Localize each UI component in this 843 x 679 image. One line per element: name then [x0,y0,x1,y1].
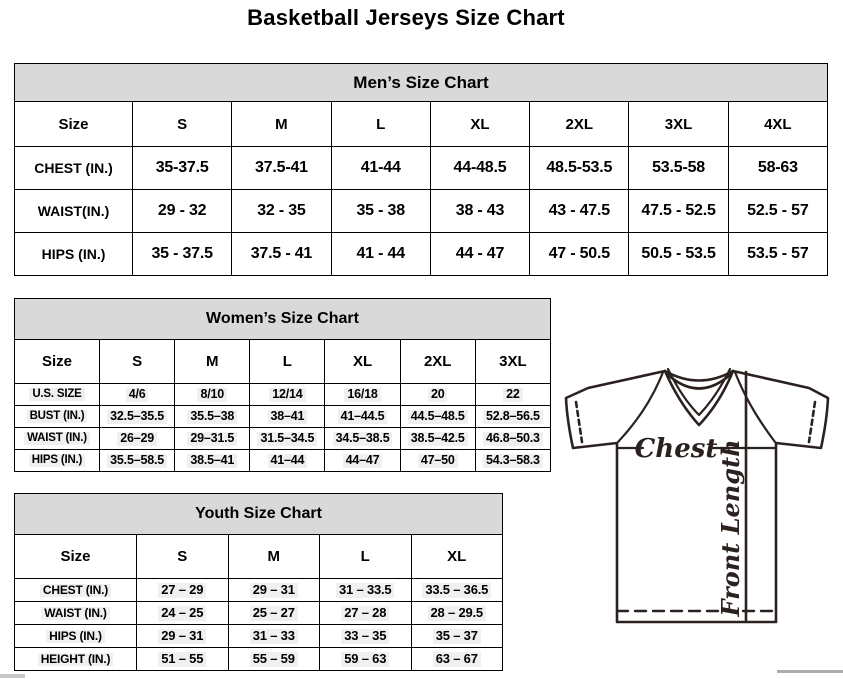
size-value-cell [325,450,400,472]
size-value: 27 – 29 [158,583,206,597]
size-value: 31 – 33.5 [336,583,394,597]
row-label: HIPS (IN.) [29,454,85,467]
size-value: 55 – 59 [250,652,298,666]
row-label-cell [15,579,137,602]
row-label: CHEST (IN.) [40,584,111,597]
size-value-cell [175,384,250,406]
row-label: HIPS (IN.) [46,630,105,643]
table-row-waist [15,190,828,233]
size-value: 54.3–58.3 [483,454,543,468]
column-header: XL [430,102,529,147]
size-value: 47–50 [418,454,458,468]
size-value: 22 [503,388,523,402]
size-value-cell [320,602,412,625]
row-label-cell [15,406,100,428]
column-header-row [15,102,828,147]
column-header: Size [15,340,100,384]
size-value-cell [100,450,175,472]
size-value-cell [400,450,475,472]
column-header: 3XL [629,102,728,147]
size-value: 28 – 29.5 [428,606,486,620]
column-header-row [15,340,551,384]
womens-size-chart-table [14,298,551,472]
scrollbar-fragment-right [777,670,843,673]
size-value-cell: 35 - 37.5 [133,233,232,276]
size-value-cell [228,579,320,602]
jersey-measurement-diagram [563,356,841,628]
size-value-cell [475,428,550,450]
size-value-cell: 37.5 - 41 [232,233,331,276]
column-header: L [320,535,412,579]
size-value-cell [175,450,250,472]
size-value: 33 – 35 [341,629,389,643]
row-label: WAIST (IN.) [41,607,109,620]
size-value: 29–31.5 [187,432,237,446]
column-header: 2XL [400,340,475,384]
size-value: 35 – 37 [433,629,481,643]
size-value-cell [100,428,175,450]
size-value-cell [400,406,475,428]
size-value-cell: 53.5 - 57 [728,233,827,276]
size-value-cell [475,406,550,428]
size-value-cell [325,406,400,428]
column-header: L [250,340,325,384]
column-header: L [331,102,430,147]
row-label: CHEST (IN.) [15,147,133,190]
size-value-cell [137,579,229,602]
size-value-cell: 43 - 47.5 [530,190,629,233]
size-value-cell [411,579,503,602]
table-caption-row [15,494,503,535]
column-header: M [232,102,331,147]
size-value-cell [400,428,475,450]
scrollbar-fragment-left [0,674,25,678]
row-label-cell [15,450,100,472]
row-label: WAIST (IN.) [24,432,90,445]
size-value-cell: 41 - 44 [331,233,430,276]
size-value-cell: 41-44 [331,147,430,190]
table-row-chest [15,579,503,602]
size-value: 25 – 27 [250,606,298,620]
size-value: 46.8–50.3 [483,432,543,446]
row-label: U.S. SIZE [29,388,84,401]
size-value: 31.5–34.5 [257,432,317,446]
column-header: 3XL [475,340,550,384]
size-value: 38.5–41 [187,454,237,468]
size-value: 31 – 33 [250,629,298,643]
size-value-cell [137,602,229,625]
table-row-hips [15,233,828,276]
size-value: 26–29 [117,432,157,446]
size-value-cell [475,384,550,406]
size-value-cell [411,648,503,671]
table-row-waist [15,428,551,450]
row-label-cell [15,384,100,406]
column-header: Size [15,102,133,147]
size-value-cell [175,428,250,450]
size-value: 8/10 [197,388,227,402]
size-value-cell: 37.5-41 [232,147,331,190]
size-value-cell [175,406,250,428]
size-value-cell: 53.5-58 [629,147,728,190]
size-value: 41–44 [268,454,308,468]
column-header: M [175,340,250,384]
size-value-cell [400,384,475,406]
size-value: 35.5–38 [187,410,237,424]
size-value-cell [250,428,325,450]
size-value: 41–44.5 [338,410,388,424]
column-header: XL [325,340,400,384]
size-value-cell [100,406,175,428]
size-value: 33.5 – 36.5 [422,583,491,597]
size-value: 38–41 [268,410,308,424]
womens-chart-caption: Women’s Size Chart [15,299,551,340]
row-label: WAIST(IN.) [15,190,133,233]
size-value: 38.5–42.5 [408,432,468,446]
size-value: 29 – 31 [158,629,206,643]
jersey-outline [566,371,828,622]
size-value: 16/18 [344,388,380,402]
size-value: 32.5–35.5 [107,410,167,424]
size-value-cell: 48.5-53.5 [530,147,629,190]
size-value: 27 – 28 [341,606,389,620]
table-row-chest [15,147,828,190]
row-label: BUST (IN.) [27,410,88,423]
row-label-cell [15,602,137,625]
size-value: 20 [428,388,448,402]
table-row-us-size [15,384,551,406]
size-value-cell: 52.5 - 57 [728,190,827,233]
size-value-cell [228,625,320,648]
row-label: HIPS (IN.) [15,233,133,276]
table-row-hips [15,450,551,472]
size-value-cell [320,648,412,671]
size-value-cell: 35 - 38 [331,190,430,233]
size-value-cell [137,625,229,648]
size-value-cell: 47 - 50.5 [530,233,629,276]
row-label: HEIGHT (IN.) [38,653,114,666]
size-value: 29 – 31 [250,583,298,597]
column-header: S [100,340,175,384]
size-value-cell: 44-48.5 [430,147,529,190]
size-value-cell [325,428,400,450]
column-header-row [15,535,503,579]
row-label-cell [15,428,100,450]
size-value-cell [250,450,325,472]
size-value: 52.8–56.5 [483,410,543,424]
column-header: 4XL [728,102,827,147]
size-value-cell [411,625,503,648]
size-value-cell: 38 - 43 [430,190,529,233]
youth-chart-caption: Youth Size Chart [15,494,503,535]
size-value-cell: 58-63 [728,147,827,190]
column-header: M [228,535,320,579]
column-header: Size [15,535,137,579]
mens-chart-caption: Men’s Size Chart [15,64,828,102]
size-value: 24 – 25 [158,606,206,620]
size-value-cell [250,406,325,428]
size-value-cell [137,648,229,671]
size-value-cell [250,384,325,406]
size-value-cell [228,648,320,671]
row-label-cell [15,625,137,648]
size-value-cell [320,579,412,602]
table-caption-row [15,299,551,340]
size-value-cell: 47.5 - 52.5 [629,190,728,233]
size-value: 35.5–58.5 [107,454,167,468]
size-value-cell [228,602,320,625]
size-value-cell: 50.5 - 53.5 [629,233,728,276]
size-value: 44.5–48.5 [408,410,468,424]
size-value: 4/6 [126,388,149,402]
table-row-height [15,648,503,671]
youth-size-chart-table [14,493,503,671]
chest-label: Chest [634,434,718,464]
size-value-cell [100,384,175,406]
row-label-cell [15,648,137,671]
size-value-cell [475,450,550,472]
size-value: 44–47 [343,454,383,468]
size-value-cell [325,384,400,406]
column-header: XL [411,535,503,579]
page-title: Basketball Jerseys Size Chart [247,5,565,30]
size-value: 12/14 [269,388,305,402]
size-value-cell: 35-37.5 [133,147,232,190]
size-value: 51 – 55 [158,652,206,666]
column-header: 2XL [530,102,629,147]
size-value-cell: 44 - 47 [430,233,529,276]
size-value-cell [411,602,503,625]
size-value-cell [320,625,412,648]
size-value: 63 – 67 [433,652,481,666]
size-value-cell: 32 - 35 [232,190,331,233]
table-row-waist [15,602,503,625]
mens-size-chart-table [14,63,828,276]
size-value: 34.5–38.5 [333,432,393,446]
size-value-cell: 29 - 32 [133,190,232,233]
table-row-hips [15,625,503,648]
table-row-bust [15,406,551,428]
size-value: 59 – 63 [341,652,389,666]
column-header: S [137,535,229,579]
front-length-label: Front Length [716,439,745,617]
table-caption-row [15,64,828,102]
column-header: S [133,102,232,147]
